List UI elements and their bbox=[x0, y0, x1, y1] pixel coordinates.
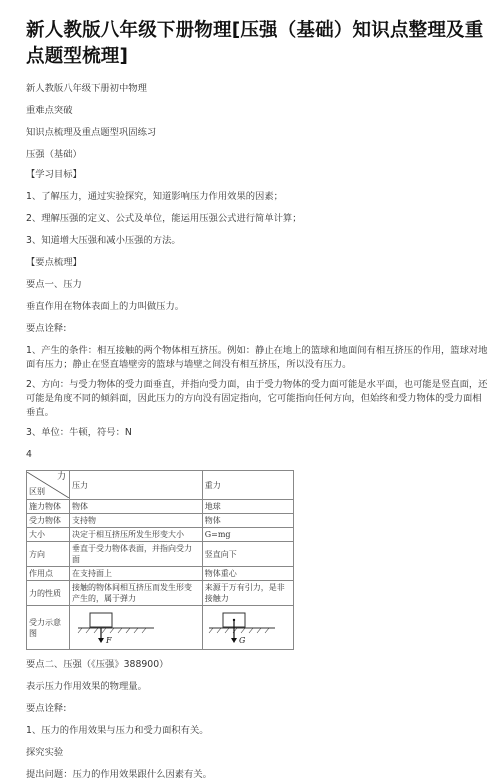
cell-gravity: 竖直向下 bbox=[202, 542, 293, 567]
point2-definition: 表示压力作用效果的物理量。 bbox=[26, 681, 147, 692]
note-4: 4 bbox=[26, 449, 32, 460]
table-row bbox=[27, 514, 294, 528]
header-gravity: 重力 bbox=[202, 471, 293, 500]
force-label-g: G bbox=[238, 636, 246, 645]
table-row bbox=[27, 542, 294, 567]
meta-line-2: 重难点突破 bbox=[26, 105, 73, 116]
note-direction: 2、方向：与受力物体的受力面垂直，并指向受力面，由于受力物体的受力面可能是水平面，也可能是竖直面，还可能是角度不同的倾斜面，因此压力的方向没有固定指向，它可能指向任何方向，但始终和受力物体的受力面相垂直。 bbox=[26, 379, 488, 418]
pressure-force-diagram bbox=[72, 607, 180, 645]
notes-label: 要点诠释: bbox=[26, 323, 67, 334]
cell-pressure: 物体 bbox=[70, 500, 203, 514]
point1-title: 要点一、压力 bbox=[26, 279, 82, 290]
row-label: 大小 bbox=[27, 528, 70, 542]
question-line: 提出问题：压力的作用效果跟什么因素有关。 bbox=[26, 769, 212, 780]
meta-line-4: 压强（基础） bbox=[26, 149, 82, 160]
cell-gravity: 来源于万有引力，是非接触力 bbox=[202, 581, 293, 606]
cell-gravity: 物体 bbox=[202, 514, 293, 528]
cell-pressure: 决定于相互挤压所发生形变大小 bbox=[70, 528, 203, 542]
force-label-f: F bbox=[106, 636, 112, 645]
row-label: 作用点 bbox=[27, 567, 70, 581]
note-unit: 3、单位：牛顿，符号：N bbox=[26, 427, 132, 438]
row-label: 方向 bbox=[27, 542, 70, 567]
table-corner-cell bbox=[27, 471, 70, 500]
cell-pressure: 支持物 bbox=[70, 514, 203, 528]
note-condition: 1、产生的条件：相互接触的两个物体相互挤压。例如：静止在地上的篮球和地面间有相互挤压的作用，篮球对地面有压力；静止在竖直墙壁旁的篮球与墙壁之间没有相互挤压，所以没有压力。 bbox=[26, 345, 488, 370]
cell-gravity: G=mg bbox=[202, 528, 293, 542]
comparison-table-wrapper bbox=[26, 470, 294, 650]
goal-1: 1、了解压力，通过实验探究，知道影响压力作用效果的因素； bbox=[26, 191, 283, 202]
cell-gravity: 地球 bbox=[202, 500, 293, 514]
goal-3: 3、知道增大压强和减小压强的方法。 bbox=[26, 235, 181, 246]
table-row-diagram bbox=[27, 606, 294, 650]
note2-item-1: 1、压力的作用效果与压力和受力面积有关。 bbox=[26, 725, 209, 736]
row-label: 受力物体 bbox=[27, 514, 70, 528]
goals-heading: 【学习目标】 bbox=[26, 169, 82, 180]
corner-top-label: 力 bbox=[56, 472, 66, 482]
meta-line-1: 新人教版八年级下册初中物理 bbox=[26, 83, 147, 94]
corner-bottom-label: 区别 bbox=[29, 487, 45, 496]
page-title: 新人教版八年级下册物理[压强（基础）知识点整理及重点题型梳理] bbox=[26, 20, 484, 67]
experiment-label: 探究实验 bbox=[26, 747, 64, 758]
points-heading: 【要点梳理】 bbox=[26, 257, 82, 268]
cell-gravity: 物体重心 bbox=[202, 567, 293, 581]
cell-pressure: 垂直于受力物体表面，并指向受力面 bbox=[70, 542, 203, 567]
point2-title: 要点二、压强（《压强》388900） bbox=[26, 659, 169, 670]
table-row bbox=[27, 500, 294, 514]
cell-pressure: 接触的物体间相互挤压而发生形变产生的，属于弹力 bbox=[70, 581, 203, 606]
notes-label-2: 要点诠释: bbox=[26, 703, 67, 714]
meta-line-3: 知识点梳理及重点题型巩固练习 bbox=[26, 127, 157, 138]
row-label: 受力示意图 bbox=[27, 606, 70, 650]
pressure-diagram-cell bbox=[70, 606, 203, 650]
header-pressure: 压力 bbox=[70, 471, 203, 500]
table-header-row bbox=[27, 471, 294, 500]
row-label: 施力物体 bbox=[27, 500, 70, 514]
point1-definition: 垂直作用在物体表面上的力叫做压力。 bbox=[26, 301, 185, 312]
table-row bbox=[27, 528, 294, 542]
comparison-table bbox=[26, 470, 294, 650]
gravity-force-diagram bbox=[205, 607, 285, 645]
table-row bbox=[27, 581, 294, 606]
gravity-diagram-cell bbox=[202, 606, 293, 650]
row-label: 力的性质 bbox=[27, 581, 70, 606]
table-row bbox=[27, 567, 294, 581]
cell-pressure: 在支持面上 bbox=[70, 567, 203, 581]
goal-2: 2、理解压强的定义、公式及单位，能运用压强公式进行简单计算； bbox=[26, 213, 302, 224]
